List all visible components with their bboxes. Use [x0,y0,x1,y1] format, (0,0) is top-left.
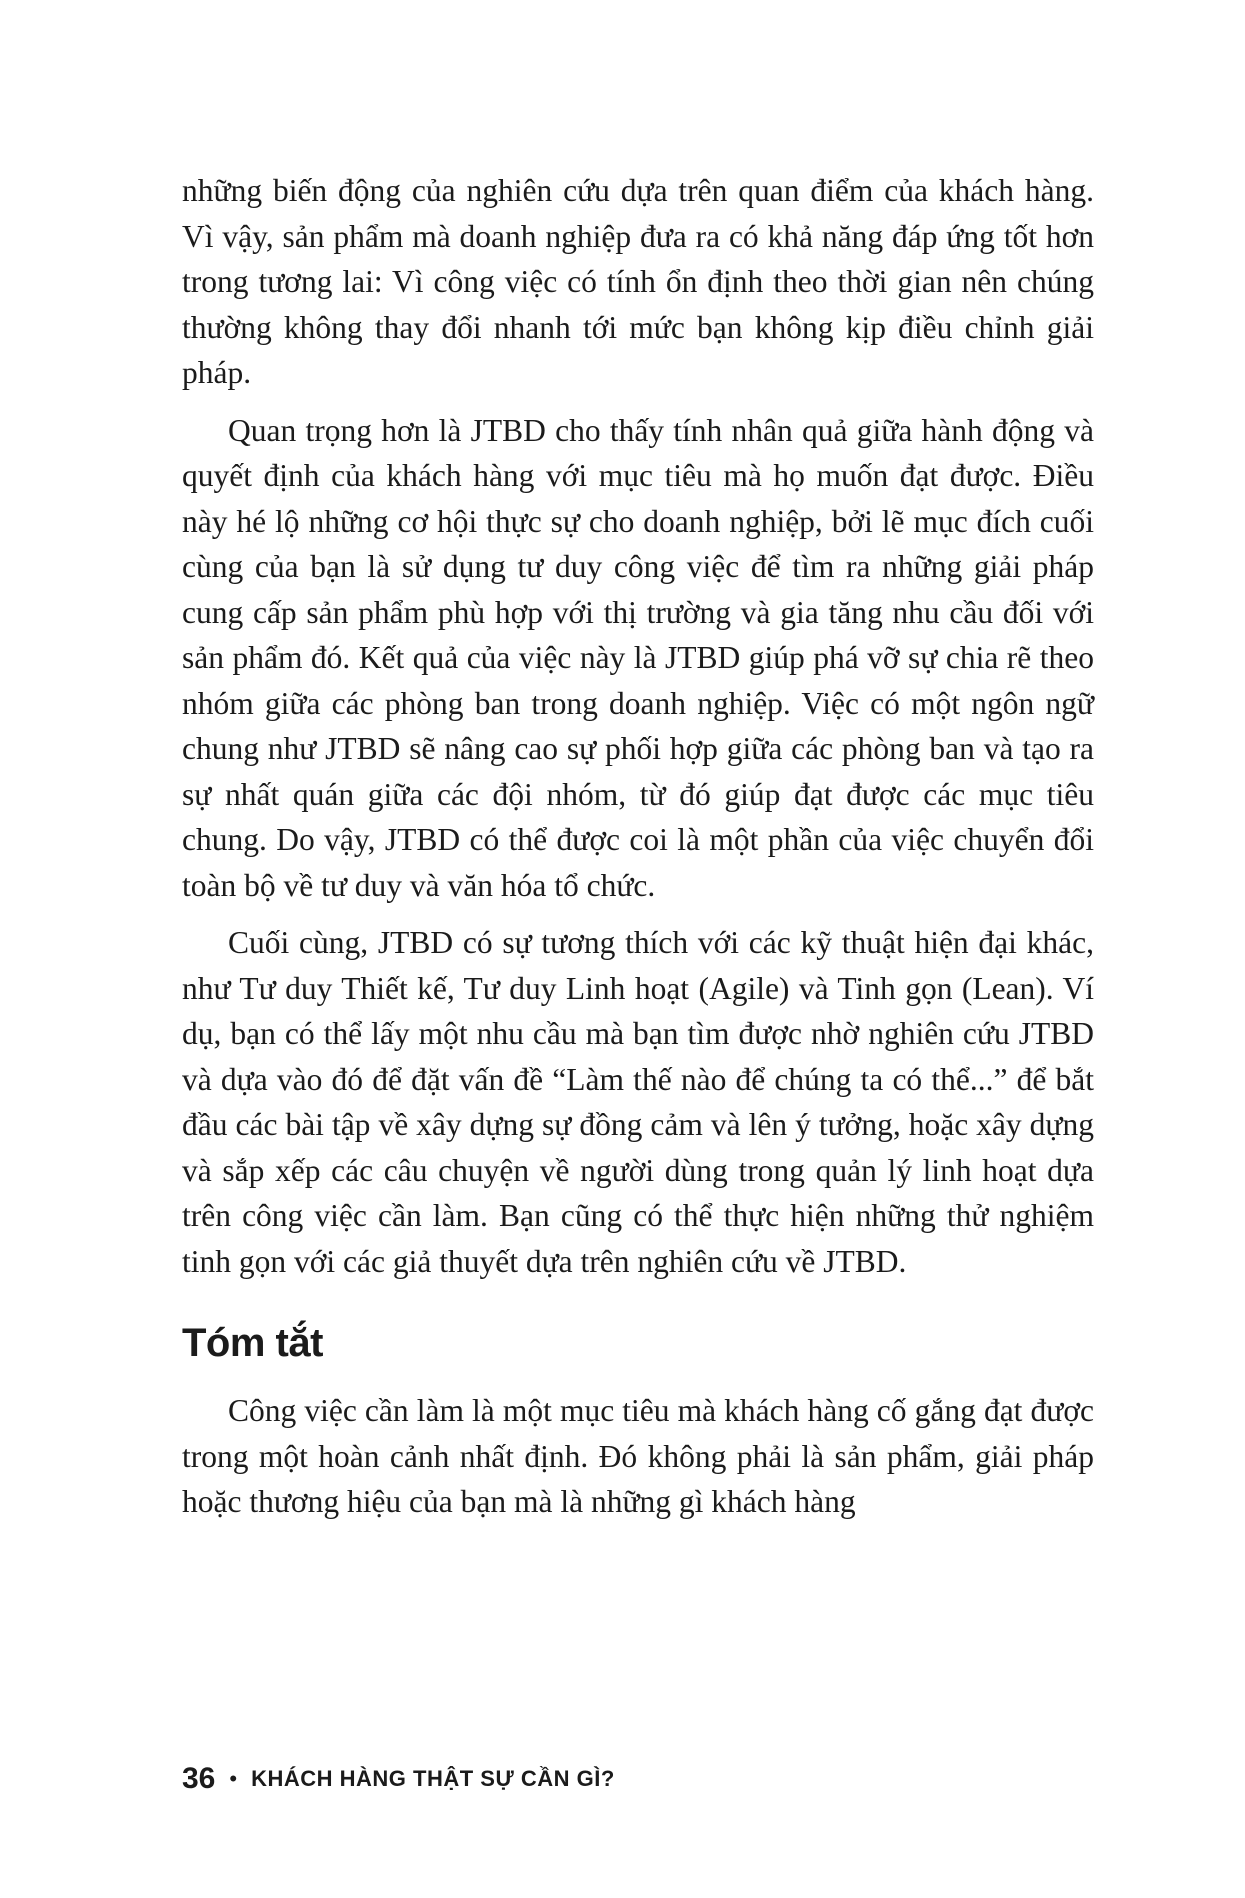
footer-bullet-separator: • [229,1766,238,1791]
page-content [182,168,1094,1537]
paragraph-jtbd-compatibility: Cuối cùng, JTBD có sự tương thích với các kỹ thuật hiện đại khác, như Tư duy Thiết kế, Tư duy Linh hoạt (Agile) và Tinh gọn (Lean). Ví dụ, bạn có thể lấy một nhu cầu mà bạn tìm được nhờ nghiên cứu JTBD và dựa vào đó để đặt vấn đề “Làm thế nào để chúng ta có thể...” để bắt đầu các bài tập về xây dựng sự đồng cảm và lên ý tưởng, hoặc xây dựng và sắp xếp các câu chuyện về người dùng trong quản lý linh hoạt dựa trên công việc cần làm. Bạn cũng có thể thực hiện những thử nghiệm tinh gọn với các giả thuyết dựa trên nghiên cứu về JTBD. [182,925,1094,1279]
paragraph-jtbd-causality: Quan trọng hơn là JTBD cho thấy tính nhân quả giữa hành động và quyết định của khách hàng với mục tiêu mà họ muốn đạt được. Điều này hé lộ những cơ hội thực sự cho doanh nghiệp, bởi lẽ mục đích cuối cùng của bạn là sử dụng tư duy công việc để tìm ra những giải pháp cung cấp sản phẩm phù hợp với thị trường và gia tăng nhu cầu đối với sản phẩm đó. Kết quả của việc này là JTBD giúp phá vỡ sự chia rẽ theo nhóm giữa các phòng ban trong doanh nghiệp. Việc có một ngôn ngữ chung như JTBD sẽ nâng cao sự phối hợp giữa các phòng ban và tạo ra sự nhất quán giữa các đội nhóm, từ đó giúp đạt được các mục tiêu chung. Do vậy, JTBD có thể được coi là một phần của việc chuyển đổi toàn bộ về tư duy và văn hóa tổ chức. [182,412,1094,903]
page-footer [182,1762,615,1796]
running-book-title: KHÁCH HÀNG THẬT SỰ CẦN GÌ? [251,1766,615,1791]
paragraph-summary: Công việc cần làm là một mục tiêu mà khách hàng cố gắng đạt được trong một hoàn cảnh nhất định. Đó không phải là sản phẩm, giải pháp hoặc thương hiệu của bạn mà là những gì khách hàng [182,1393,1094,1519]
page-number: 36 [182,1762,216,1795]
section-heading-summary: Tóm tắt [182,1321,323,1365]
paragraph-continuation: những biến động của nghiên cứu dựa trên quan điểm của khách hàng. Vì vậy, sản phẩm mà doanh nghiệp đưa ra có khả năng đáp ứng tốt hơn trong tương lai: Vì công việc có tính ổn định theo thời gian nên chúng thường không thay đổi nhanh tới mức bạn không kịp điều chỉnh giải pháp. [182,173,1094,390]
